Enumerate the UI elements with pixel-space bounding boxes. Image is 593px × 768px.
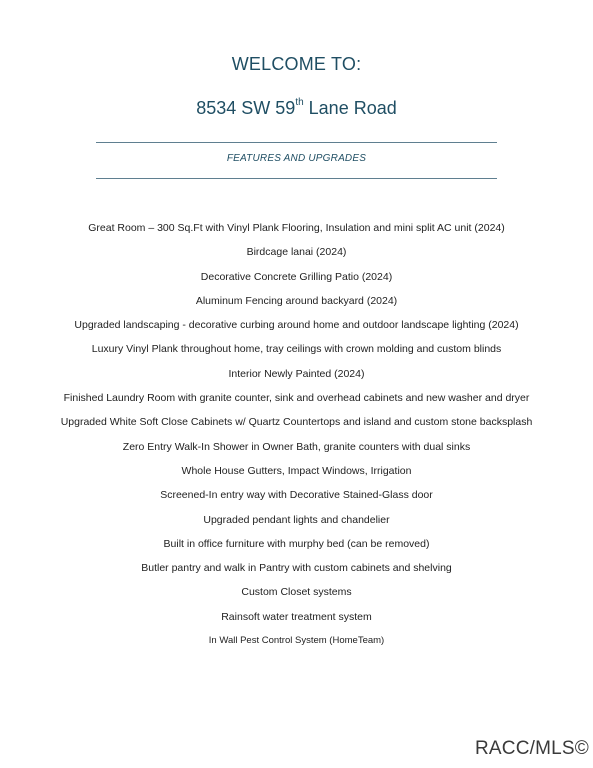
feature-item: Custom Closet systems bbox=[241, 586, 352, 599]
feature-item: Finished Laundry Room with granite counter, sink and overhead cabinets and new washer and dryer bbox=[63, 392, 530, 405]
feature-item: Screened-In entry way with Decorative Stained-Glass door bbox=[160, 489, 433, 502]
feature-item: Upgraded pendant lights and chandelier bbox=[203, 513, 390, 526]
feature-item: Aluminum Fencing around backyard (2024) bbox=[195, 294, 398, 307]
welcome-heading: WELCOME TO: bbox=[231, 54, 362, 74]
feature-item: Great Room – 300 Sq.Ft with Vinyl Plank Flooring, Insulation and mini split AC unit (2024) bbox=[88, 222, 505, 234]
feature-item: Rainsoft water treatment system bbox=[221, 610, 372, 623]
feature-item: Built in office furniture with murphy bed (can be removed) bbox=[163, 537, 430, 550]
divider-bottom bbox=[96, 178, 497, 179]
address-ordinal-suffix: th bbox=[295, 97, 304, 108]
address-number-street: 8534 SW 59 bbox=[196, 98, 296, 118]
feature-item: Zero Entry Walk-In Shower in Owner Bath, granite counters with dual sinks bbox=[122, 440, 471, 453]
feature-item: Whole House Gutters, Impact Windows, Irrigation bbox=[181, 464, 412, 477]
feature-item: Butler pantry and walk in Pantry with custom cabinets and shelving bbox=[141, 562, 452, 575]
section-title: FEATURES AND UPGRADES bbox=[226, 153, 367, 164]
feature-item: Interior Newly Painted (2024) bbox=[228, 367, 365, 380]
address-street-name: Lane Road bbox=[303, 98, 397, 118]
property-address bbox=[0, 98, 593, 119]
divider-top bbox=[96, 142, 497, 143]
features-list bbox=[50, 220, 543, 657]
feature-item: Decorative Concrete Grilling Patio (2024) bbox=[200, 270, 393, 283]
feature-item: In Wall Pest Control System (HomeTeam) bbox=[208, 635, 385, 647]
feature-item: Luxury Vinyl Plank throughout home, tray ceilings with crown molding and custom blinds bbox=[91, 343, 502, 356]
feature-item: Birdcage lanai (2024) bbox=[246, 246, 347, 259]
mls-watermark: RACC/MLS© bbox=[475, 738, 589, 759]
feature-item: Upgraded White Soft Close Cabinets w/ Quartz Countertops and island and custom stone backsplash bbox=[60, 416, 533, 429]
feature-item: Upgraded landscaping - decorative curbing around home and outdoor landscape lighting (2024) bbox=[74, 319, 519, 332]
